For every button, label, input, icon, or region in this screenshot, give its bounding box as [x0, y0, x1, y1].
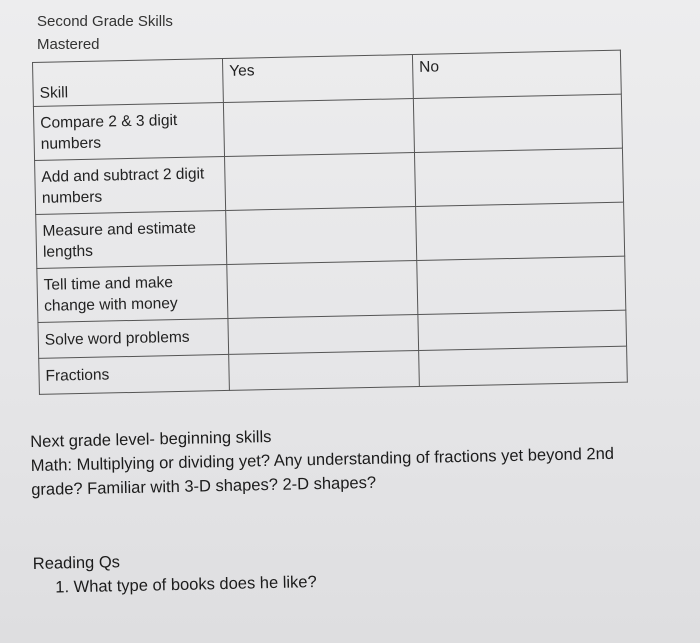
- reading-heading: Reading Qs: [32, 553, 121, 573]
- header-no: No: [412, 50, 621, 98]
- skill-cell: Compare 2 & 3 digit numbers: [33, 103, 224, 161]
- yes-cell[interactable]: [228, 314, 419, 354]
- skill-cell: Solve word problems: [38, 318, 229, 358]
- skill-cell: Tell time and make change with money: [37, 264, 228, 322]
- skill-cell: Measure and estimate lengths: [36, 210, 227, 268]
- title-line-1: Second Grade Skills: [37, 13, 173, 30]
- no-cell[interactable]: [416, 202, 625, 260]
- no-cell[interactable]: [417, 256, 626, 314]
- yes-cell[interactable]: [227, 260, 418, 318]
- no-cell[interactable]: [419, 346, 628, 386]
- yes-cell[interactable]: [226, 206, 417, 264]
- no-cell[interactable]: [414, 148, 623, 206]
- reading-question-1: 1. What type of books does he like?: [55, 573, 317, 597]
- yes-cell[interactable]: [223, 99, 414, 157]
- skills-table-wrapper: [32, 50, 627, 394]
- no-cell[interactable]: [418, 310, 627, 350]
- skill-cell: Fractions: [39, 354, 230, 394]
- notes-section: [30, 417, 633, 600]
- page-title: [37, 10, 237, 56]
- yes-cell[interactable]: [225, 153, 416, 211]
- title-line-2: Mastered: [37, 36, 100, 53]
- no-cell[interactable]: [413, 94, 622, 152]
- math-questions: Math: Multiplying or dividing yet? Any understanding of fractions yet beyond 2nd grade? Familiar with 3-D shapes? 2-D shapes?: [30, 444, 615, 499]
- yes-cell[interactable]: [229, 350, 420, 390]
- next-grade-heading: Next grade level- beginning skills: [30, 427, 272, 451]
- header-yes: Yes: [222, 55, 413, 103]
- skills-table: [32, 50, 628, 395]
- header-skill: Skill: [33, 59, 224, 107]
- skill-cell: Add and subtract 2 digit numbers: [35, 156, 226, 214]
